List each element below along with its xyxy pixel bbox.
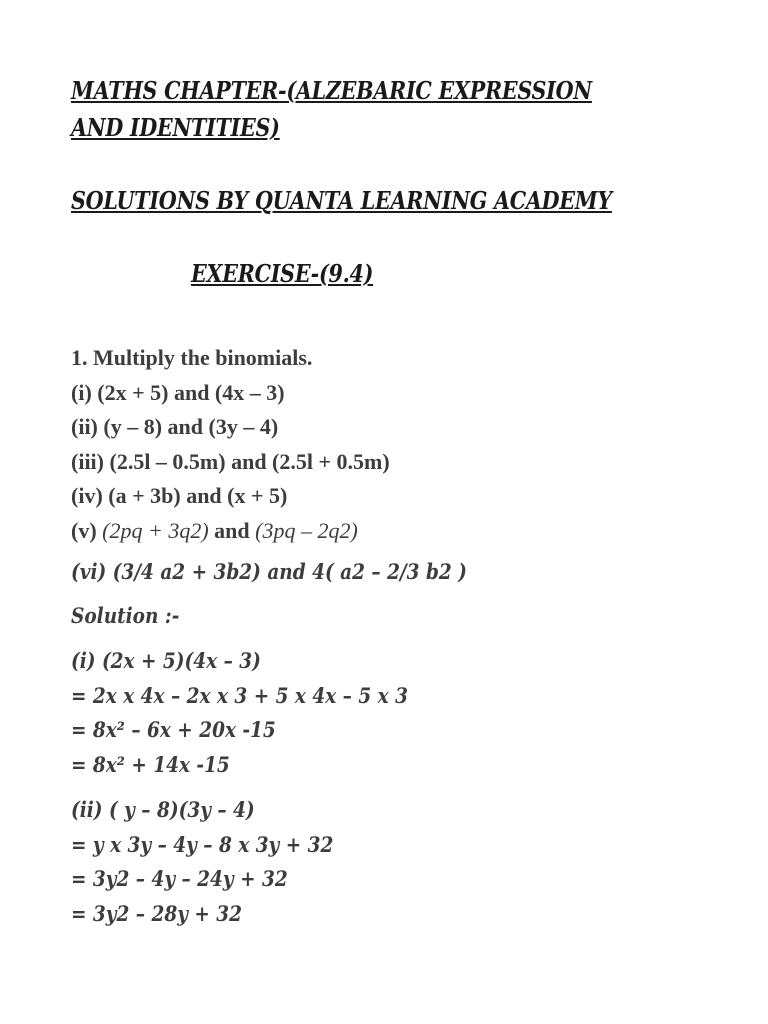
item-v-part2: (3pq – 2q2) <box>255 517 358 543</box>
solution-heading: (i) (2x + 5)(4x – 3) <box>71 648 261 673</box>
item-v-label: (v) <box>71 517 103 543</box>
item-v-and: and <box>208 517 256 543</box>
question-item-vi: (vi) (3/4 a2 + 3b2) and 4( a2 – 2/3 b2 ) <box>71 559 467 584</box>
chapter-title-line-1: MATHS CHAPTER-(ALZEBARIC EXPRESSION <box>71 76 592 105</box>
solution-step: = y x 3y – 4y – 8 x 3y + 32 <box>71 832 334 857</box>
solution-heading: (ii) ( y – 8)(3y – 4) <box>71 797 255 822</box>
question-item-v <box>71 514 390 549</box>
solution-label: Solution :- <box>71 603 180 628</box>
question-item: (i) (2x + 5) and (4x – 3) <box>71 379 285 405</box>
solution-step: = 8x² – 6x + 20x -15 <box>71 717 276 742</box>
solution-step: = 8x² + 14x -15 <box>71 752 230 777</box>
solution-step: = 2x x 4x – 2x x 3 + 5 x 4x – 5 x 3 <box>71 683 408 708</box>
chapter-title-line-2: AND IDENTITIES) <box>71 113 280 142</box>
question-item: (iv) (a + 3b) and (x + 5) <box>71 483 288 508</box>
solution-step: = 3y2 – 28y + 32 <box>71 901 243 926</box>
question-item: (iii) (2.5l – 0.5m) and (2.5l + 0.5m) <box>71 448 390 474</box>
question-item: (ii) (y – 8) and (3y – 4) <box>71 414 279 439</box>
solution-step: = 3y2 – 4y – 24y + 32 <box>71 866 288 891</box>
question-heading: 1. Multiply the binomials. <box>71 345 313 370</box>
academy-subtitle: SOLUTIONS BY QUANTA LEARNING ACADEMY <box>71 186 612 215</box>
question-block <box>71 341 390 548</box>
exercise-title: EXERCISE-(9.4) <box>191 259 374 288</box>
item-v-part1: (2pq + 3q2) <box>102 517 209 543</box>
